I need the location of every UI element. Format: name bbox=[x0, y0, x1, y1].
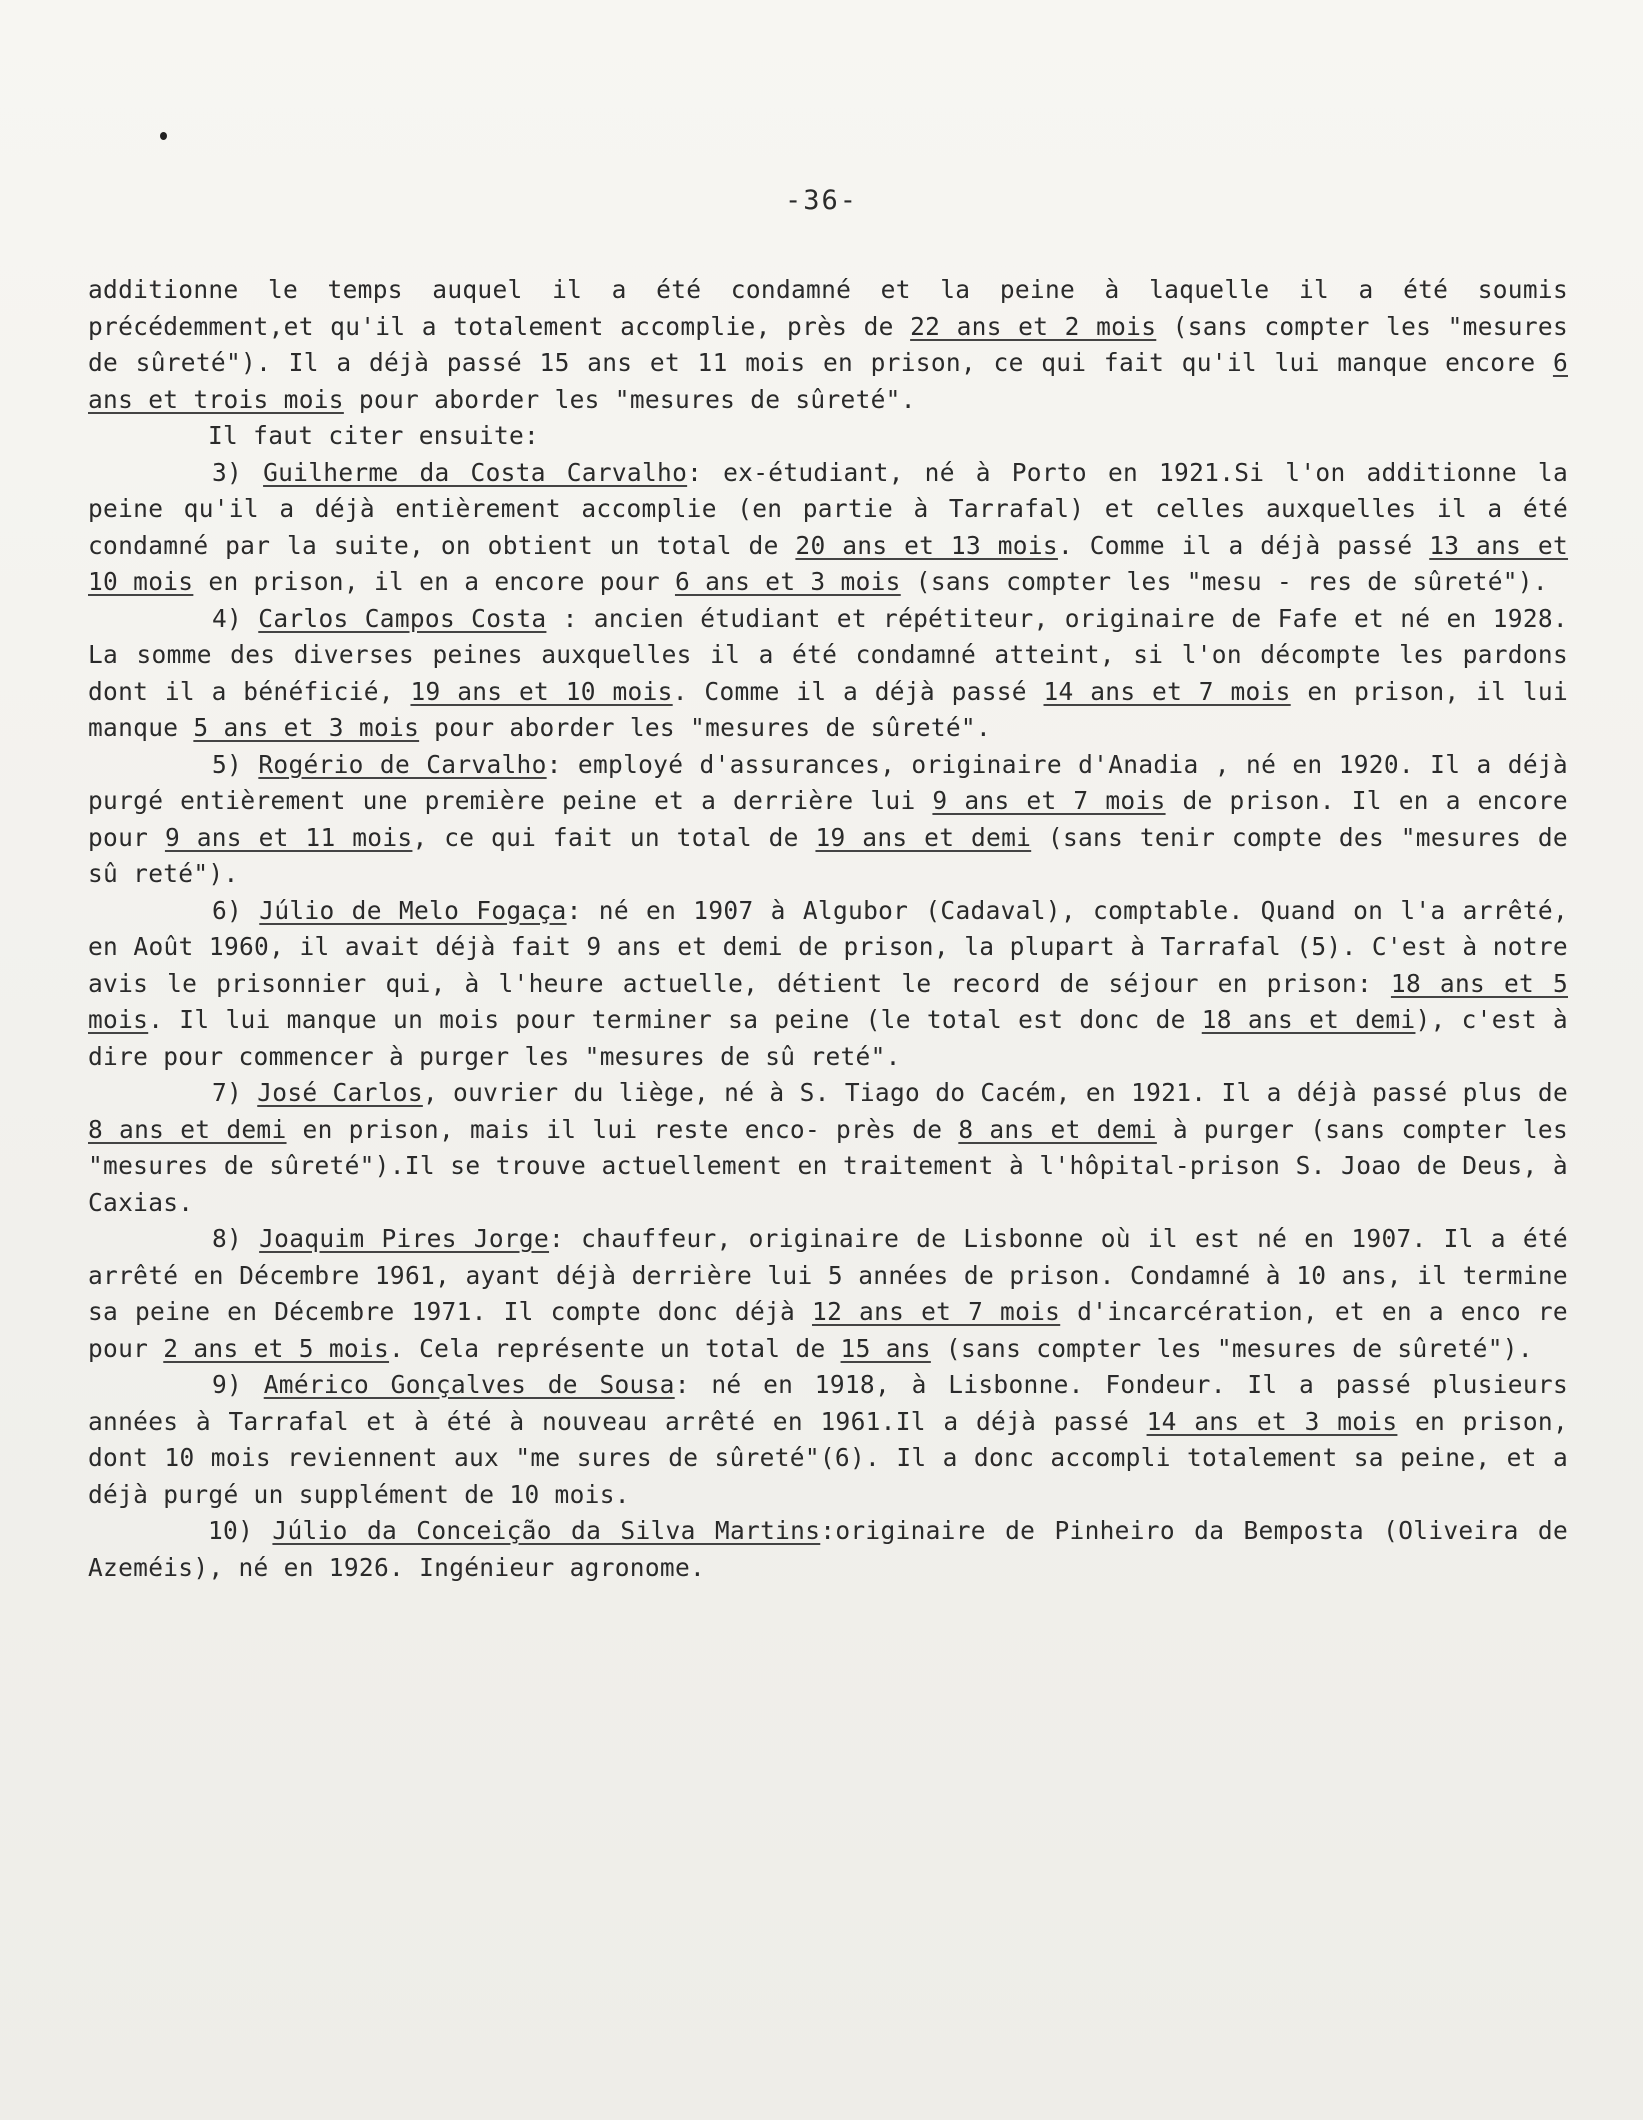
underlined-text: 18 ans et demi bbox=[1201, 1005, 1416, 1034]
text-segment: : chauffeur, originaire de Lisbonne où il est né en 1907. Il a été arrêté en Décembre 1961, ayant déjà derrière lui 5 années de prison. Condamné à 10 ans, il termine sa peine en Décembre 1971. Il compte donc déjà bbox=[88, 1224, 1568, 1326]
text-segment: . Comme il a déjà passé bbox=[672, 676, 1044, 706]
underlined-text: 18 ans et 5 mois bbox=[88, 968, 1568, 1034]
underlined-text: José Carlos bbox=[257, 1078, 423, 1107]
underlined-text: 15 ans bbox=[840, 1333, 931, 1363]
underlined-text: 9 ans et 11 mois bbox=[164, 822, 413, 852]
paragraph-item-3 bbox=[88, 455, 1568, 601]
paragraph-item-10 bbox=[88, 1513, 1568, 1586]
text-segment: en prison, dont 10 mois reviennent aux "me sures de sûreté"(6). Il a donc accompli totalement sa peine, et a déjà purgé un supplément de 10 mois. bbox=[88, 1406, 1568, 1509]
text-segment: (sans compter les "mesures de sûreté"). bbox=[930, 1333, 1533, 1363]
text-segment: . Cela représente un total de bbox=[389, 1333, 841, 1363]
underlined-text: 14 ans et 3 mois bbox=[1146, 1406, 1398, 1436]
text-segment: : employé d'assurances, originaire d'Anadia , né en 1920. Il a déjà purgé entièrement une première peine et a derrière lui bbox=[88, 749, 1568, 815]
text-segment: (sans tenir compte des "mesures de sû reté"). bbox=[88, 822, 1568, 888]
paragraph-item-7 bbox=[88, 1075, 1568, 1221]
paragraph-intro bbox=[88, 418, 1568, 455]
underlined-text: 12 ans et 7 mois bbox=[812, 1297, 1061, 1326]
underlined-text: Rogério de Carvalho bbox=[258, 749, 547, 779]
underlined-text: Américo Gonçalves de Sousa bbox=[263, 1370, 675, 1399]
text-segment: . Il lui manque un mois pour terminer sa peine (le total est donc de bbox=[148, 1005, 1202, 1034]
text-segment: (sans compter les "mesu - res de sûreté"). bbox=[900, 567, 1548, 596]
underlined-text: 8 ans et demi bbox=[958, 1114, 1157, 1144]
underlined-text: Júlio da Conceição da Silva Martins bbox=[272, 1516, 821, 1545]
underlined-text: 13 ans et 10 mois bbox=[88, 530, 1569, 596]
text-segment: d'incarcération, et en a enco re pour bbox=[88, 1297, 1568, 1363]
text-segment: 4) bbox=[212, 603, 259, 633]
underlined-text: 20 ans et 13 mois bbox=[795, 530, 1058, 560]
text-segment: 8) bbox=[212, 1224, 260, 1253]
underlined-text: 9 ans et 7 mois bbox=[932, 786, 1166, 815]
underlined-text: 19 ans et demi bbox=[815, 822, 1032, 852]
text-segment: pour aborder les "mesures de sûreté". bbox=[343, 384, 916, 414]
text-segment: 6) bbox=[212, 895, 260, 925]
text-segment: 9) bbox=[212, 1370, 264, 1399]
underlined-text: 6 ans et trois mois bbox=[88, 348, 1568, 414]
text-segment: de prison. Il en a encore pour bbox=[88, 786, 1568, 852]
text-segment: :originaire de Pinheiro da Bemposta (Oliveira de Azeméis), né en 1926. Ingénieur agronome. bbox=[88, 1516, 1568, 1582]
page-number: -36- bbox=[784, 185, 859, 216]
underlined-text: Júlio de Melo Fogaça bbox=[259, 895, 567, 925]
underlined-text: 22 ans et 2 mois bbox=[910, 311, 1157, 341]
underlined-text: 6 ans et 3 mois bbox=[674, 567, 901, 596]
text-segment: (sans compter les "mesures de sûreté"). Il a déjà passé 15 ans et 11 mois en prison, ce qui fait qu'il lui manque encore bbox=[88, 311, 1569, 377]
text-segment: à purger (sans compter les "mesures de sûreté").Il se trouve actuellement en traitement à l'hôpital-prison S. Joao de Deus, à Caxias. bbox=[88, 1114, 1569, 1217]
text-segment: ), c'est à dire pour commencer à purger les "mesures de sû reté". bbox=[88, 1005, 1568, 1071]
paragraph-continuation bbox=[88, 272, 1568, 418]
text-segment: 3) bbox=[212, 457, 264, 487]
underlined-text: 2 ans et 5 mois bbox=[163, 1333, 390, 1363]
underlined-text: Joaquim Pires Jorge bbox=[259, 1224, 550, 1253]
ink-speck bbox=[160, 132, 167, 140]
paragraph-item-5 bbox=[88, 747, 1568, 893]
text-segment: pour aborder les "mesures de sûreté". bbox=[419, 713, 992, 742]
underlined-text: 5 ans et 3 mois bbox=[193, 713, 420, 742]
paragraph-item-4 bbox=[88, 601, 1568, 747]
text-segment: 5) bbox=[212, 749, 259, 779]
underlined-text: 19 ans et 10 mois bbox=[410, 676, 673, 706]
paragraph-item-6 bbox=[88, 893, 1568, 1076]
text-segment: Il faut citer ensuite: bbox=[208, 421, 540, 450]
underlined-text: Carlos Campos Costa bbox=[258, 603, 547, 633]
text-segment: : né en 1907 à Algubor (Cadaval), comptable. Quand on l'a arrêté, en Août 1960, il avait déjà fait 9 ans et demi de prison, la plupart à Tarrafal (5). C'est à notre avis le prisonnier qui, à l'heure actuelle, détient le record de séjour en prison: bbox=[88, 895, 1569, 998]
text-segment: . Comme il a déjà passé bbox=[1057, 530, 1430, 560]
underlined-text: 14 ans et 7 mois bbox=[1043, 676, 1291, 706]
text-segment: en prison, il lui manque bbox=[88, 676, 1568, 742]
text-segment: : ancien étudiant et répétiteur, originaire de Fafe et né en 1928. La somme des diverses peines auxquelles il a été condamné atteint, si l'on décompte les pardons dont il a bénéficié, bbox=[88, 603, 1568, 706]
text-segment: , ce qui fait un total de bbox=[412, 822, 816, 852]
text-segment: , ouvrier du liège, né à S. Tiago do Cacém, en 1921. Il a déjà passé plus de bbox=[422, 1078, 1568, 1107]
body-text bbox=[88, 272, 1568, 1586]
paragraph-item-8 bbox=[88, 1221, 1568, 1367]
text-segment: : né en 1918, à Lisbonne. Fondeur. Il a passé plusieurs années à Tarrafal et à été à nouveau arrêté en 1961.Il a déjà passé bbox=[88, 1370, 1569, 1436]
text-segment: : ex-étudiant, né à Porto en 1921.Si l'on additionne la peine qu'il a déjà entièrement accomplie (en partie à Tarrafal) et celles auxquelles il a été condamné par la suite, on obtient un total de bbox=[88, 457, 1569, 560]
text-segment: additionne le temps auquel il a été condamné et la peine à laquelle il a été soumis précédemment,et qu'il a totalement accomplie, près de bbox=[88, 275, 1568, 341]
paragraph-item-9 bbox=[88, 1367, 1568, 1513]
text-segment: 10) bbox=[208, 1516, 273, 1545]
text-segment: en prison, mais il lui reste enco- près de bbox=[286, 1114, 959, 1144]
underlined-text: Guilherme da Costa Carvalho bbox=[263, 457, 688, 487]
text-segment: en prison, il en a encore pour bbox=[193, 567, 675, 596]
text-segment: 7) bbox=[212, 1078, 258, 1107]
underlined-text: 8 ans et demi bbox=[88, 1114, 287, 1144]
